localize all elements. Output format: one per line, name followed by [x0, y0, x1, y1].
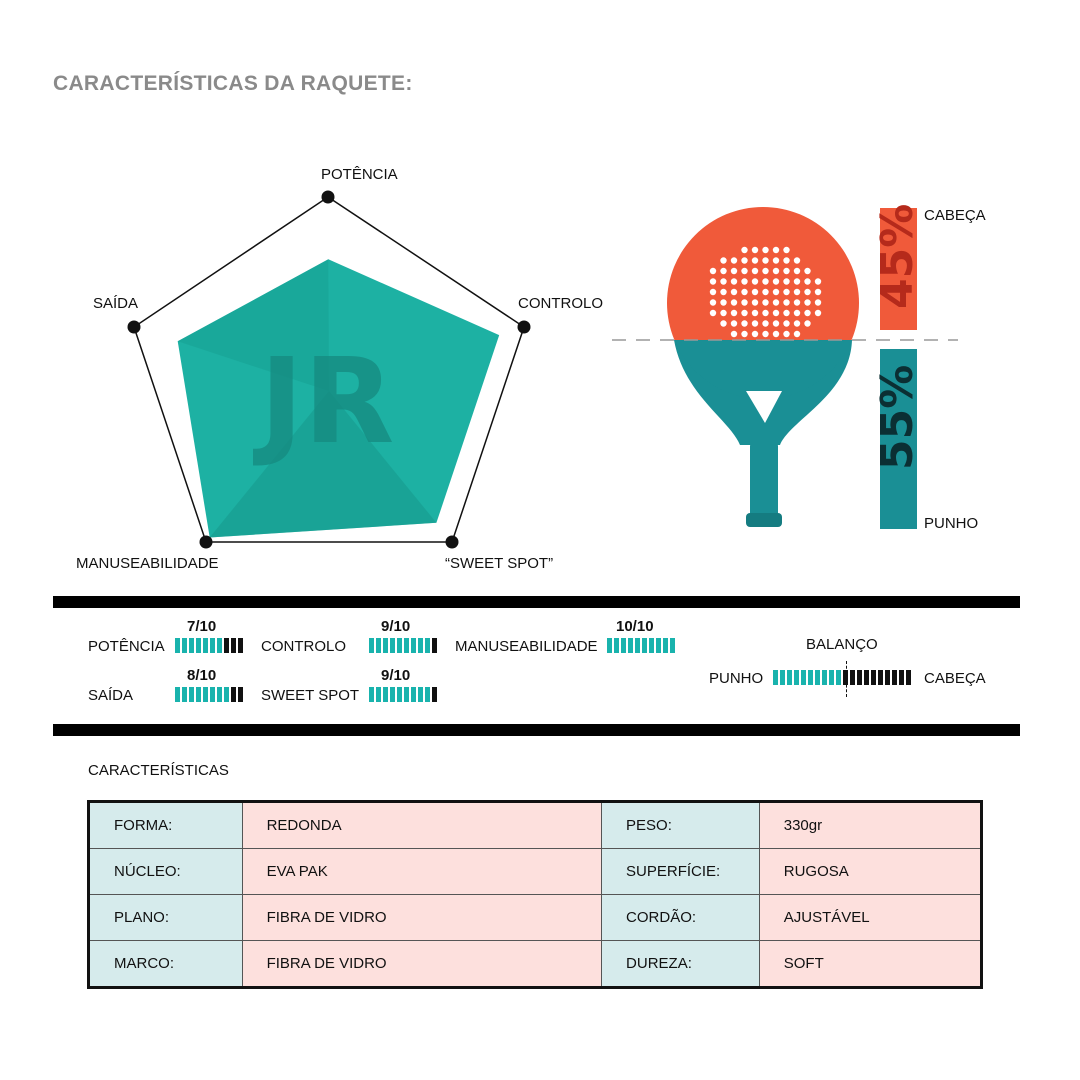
rating-segment-filled: [836, 670, 841, 685]
spec-key: NÚCLEO:: [89, 849, 243, 895]
spec-key: SUPERFÍCIE:: [602, 849, 760, 895]
balance-marker: [846, 661, 847, 697]
racket-hole: [783, 278, 789, 284]
racket-hole: [762, 247, 768, 253]
table-row: [89, 941, 982, 988]
rating-segment-filled: [404, 687, 409, 702]
divider-bottom: [53, 724, 1020, 736]
rating-segment-filled: [607, 638, 612, 653]
rating-segment-empty: [885, 670, 890, 685]
racket-hole: [752, 257, 758, 263]
spec-key: DUREZA:: [602, 941, 760, 988]
rating-segment-filled: [369, 687, 374, 702]
racket-hole: [773, 257, 779, 263]
table-row: [89, 849, 982, 895]
rating-segment-filled: [425, 638, 430, 653]
racket-hole: [731, 278, 737, 284]
spec-value: EVA PAK: [242, 849, 601, 895]
racket-hole: [752, 310, 758, 316]
spec-key: MARCO:: [89, 941, 243, 988]
rating-segment-empty: [224, 638, 229, 653]
balance-right-label: CABEÇA: [924, 670, 986, 687]
rating-segment-empty: [432, 687, 437, 702]
radar-vertex-saida: [128, 321, 141, 334]
racket-hole: [731, 289, 737, 295]
racket-hole: [783, 268, 789, 274]
racket-hole: [752, 289, 758, 295]
rating-segment-filled: [794, 670, 799, 685]
racket-hole: [773, 247, 779, 253]
racket-hole: [762, 331, 768, 337]
rating-bar-manuseabilidade: [607, 638, 675, 653]
rating-segment-empty: [892, 670, 897, 685]
racket-hole: [752, 299, 758, 305]
rating-segment-empty: [238, 638, 243, 653]
rating-segment-filled: [196, 687, 201, 702]
racket-hole: [752, 278, 758, 284]
racket-hole: [783, 247, 789, 253]
racket-hole: [783, 299, 789, 305]
racket-hole: [741, 320, 747, 326]
racket-hole: [720, 320, 726, 326]
rating-segment-filled: [376, 638, 381, 653]
racket-hole: [794, 289, 800, 295]
racket-hole: [783, 310, 789, 316]
racket-hole: [741, 299, 747, 305]
balance-left-label: PUNHO: [709, 670, 764, 687]
rating-segment-filled: [397, 687, 402, 702]
racket-hole: [741, 278, 747, 284]
racket-hole: [794, 257, 800, 263]
racket-hole: [731, 268, 737, 274]
racket-hole: [710, 299, 716, 305]
racket-hole: [762, 289, 768, 295]
head-label: CABEÇA: [924, 207, 986, 224]
balance-title: BALANÇO: [806, 636, 878, 653]
rating-segment-filled: [376, 687, 381, 702]
racket-hole: [720, 289, 726, 295]
spec-value: RUGOSA: [759, 849, 981, 895]
grip-percent-text: 55%: [872, 364, 923, 470]
rating-segment-filled: [383, 687, 388, 702]
balance-bar: [773, 670, 911, 685]
radar-axis-potencia: POTÊNCIA: [321, 166, 398, 183]
rating-label-potencia: POTÊNCIA: [88, 638, 165, 655]
racket-hole: [741, 247, 747, 253]
racket-hole: [773, 278, 779, 284]
page-title: CARACTERÍSTICAS DA RAQUETE:: [53, 72, 413, 95]
radar-vertex-sweet-spot: [446, 536, 459, 549]
rating-segment-filled: [182, 687, 187, 702]
racket-hole: [752, 331, 758, 337]
racket-hole: [773, 299, 779, 305]
rating-segment-filled: [670, 638, 675, 653]
rating-segment-filled: [203, 638, 208, 653]
racket-hole: [815, 299, 821, 305]
racket-hole: [762, 299, 768, 305]
racket-hole: [710, 289, 716, 295]
rating-segment-filled: [369, 638, 374, 653]
rating-segment-filled: [656, 638, 661, 653]
racket-hole: [762, 257, 768, 263]
rating-value-controlo: 9/10: [381, 618, 411, 635]
rating-segment-filled: [663, 638, 668, 653]
racket-hole: [773, 331, 779, 337]
racket-hole: [804, 320, 810, 326]
rating-segment-filled: [621, 638, 626, 653]
rating-segment-filled: [404, 638, 409, 653]
rating-segment-empty: [899, 670, 904, 685]
racket-hole: [794, 299, 800, 305]
racket-hole: [731, 257, 737, 263]
grip-label: PUNHO: [924, 515, 979, 532]
racket-hole: [773, 289, 779, 295]
rating-segment-empty: [871, 670, 876, 685]
racket-hole: [731, 331, 737, 337]
rating-segment-empty: [864, 670, 869, 685]
rating-segment-empty: [857, 670, 862, 685]
rating-label-manuseabilidade: MANUSEABILIDADE: [455, 638, 598, 655]
rating-segment-filled: [815, 670, 820, 685]
rating-segment-filled: [642, 638, 647, 653]
racket-hole: [794, 331, 800, 337]
spec-key: CORDÃO:: [602, 895, 760, 941]
racket-hole: [720, 299, 726, 305]
spec-key: PESO:: [602, 802, 760, 849]
racket-hole: [762, 268, 768, 274]
racket-hole: [720, 310, 726, 316]
rating-segment-filled: [822, 670, 827, 685]
rating-value-manuseabilidade: 10/10: [616, 618, 654, 635]
rating-segment-filled: [217, 687, 222, 702]
racket-hole: [741, 310, 747, 316]
spec-value: AJUSTÁVEL: [759, 895, 981, 941]
table-row: [89, 895, 982, 941]
racket-hole: [815, 310, 821, 316]
racket-hole: [762, 310, 768, 316]
rating-label-sweet-spot: SWEET SPOT: [261, 687, 360, 704]
radar-axis-controlo: CONTROLO: [518, 295, 604, 312]
rating-segment-filled: [175, 687, 180, 702]
racket-hole: [794, 268, 800, 274]
rating-segment-empty: [906, 670, 911, 685]
racket-hole: [794, 278, 800, 284]
racket-hole: [794, 310, 800, 316]
spec-key: FORMA:: [89, 802, 243, 849]
rating-segment-empty: [231, 687, 236, 702]
rating-bar-potencia: [175, 638, 243, 653]
rating-bar-sweet-spot: [369, 687, 437, 702]
racket-hole: [783, 320, 789, 326]
rating-value-potencia: 7/10: [187, 618, 217, 635]
rating-segment-filled: [780, 670, 785, 685]
racket-hole: [752, 320, 758, 326]
rating-segment-filled: [189, 638, 194, 653]
racket-hole: [783, 257, 789, 263]
rating-segment-filled: [224, 687, 229, 702]
rating-bar-controlo: [369, 638, 437, 653]
racket-hole: [741, 289, 747, 295]
racket-hole: [794, 320, 800, 326]
racket-hole: [804, 310, 810, 316]
racket-hole: [752, 268, 758, 274]
racket-hole: [804, 289, 810, 295]
racket-hole: [815, 278, 821, 284]
rating-segment-filled: [787, 670, 792, 685]
racket-hole: [710, 268, 716, 274]
spec-key: PLANO:: [89, 895, 243, 941]
rating-segment-filled: [210, 687, 215, 702]
rating-segment-empty: [878, 670, 883, 685]
radar-watermark: JR: [259, 332, 395, 470]
rating-segment-filled: [418, 687, 423, 702]
rating-segment-filled: [189, 687, 194, 702]
spec-value: FIBRA DE VIDRO: [242, 895, 601, 941]
racket-hole: [741, 331, 747, 337]
rating-segment-filled: [383, 638, 388, 653]
racket-hole: [741, 268, 747, 274]
racket-hole: [773, 310, 779, 316]
rating-value-saida: 8/10: [187, 667, 217, 684]
racket-hole: [804, 268, 810, 274]
specs-table: [87, 800, 983, 989]
racket-hole: [783, 289, 789, 295]
rating-segment-empty: [238, 687, 243, 702]
radar-vertex-manuseabilidade: [200, 536, 213, 549]
spec-value: FIBRA DE VIDRO: [242, 941, 601, 988]
racket-hole: [720, 278, 726, 284]
rating-label-saida: SAÍDA: [88, 687, 134, 704]
rating-segment-filled: [217, 638, 222, 653]
racket-hole: [804, 278, 810, 284]
rating-segment-empty: [432, 638, 437, 653]
radar-vertex-potencia: [322, 191, 335, 204]
radar-axis-saida: SAÍDA: [93, 295, 139, 312]
racket-hole: [731, 310, 737, 316]
rating-segment-filled: [210, 638, 215, 653]
racket-hole: [720, 257, 726, 263]
rating-segment-filled: [196, 638, 201, 653]
racket-hole: [710, 278, 716, 284]
rating-segment-filled: [829, 670, 834, 685]
table-row: [89, 802, 982, 849]
rating-segment-filled: [808, 670, 813, 685]
rating-segment-filled: [635, 638, 640, 653]
rating-segment-filled: [425, 687, 430, 702]
rating-segment-empty: [231, 638, 236, 653]
rating-segment-filled: [390, 638, 395, 653]
racket-hole: [773, 320, 779, 326]
rating-segment-filled: [203, 687, 208, 702]
head-percent-text: 45%: [872, 203, 923, 309]
rating-segment-filled: [773, 670, 778, 685]
rating-segment-filled: [390, 687, 395, 702]
racket-hole: [804, 299, 810, 305]
racket-hole: [762, 278, 768, 284]
rating-segment-filled: [397, 638, 402, 653]
divider-top: [53, 596, 1020, 608]
radar-axis-sweet-spot: “SWEET SPOT”: [445, 555, 554, 572]
rating-segment-filled: [649, 638, 654, 653]
racket-hole: [752, 247, 758, 253]
specs-title: CARACTERÍSTICAS: [88, 762, 229, 779]
rating-segment-filled: [614, 638, 619, 653]
rating-segment-filled: [411, 638, 416, 653]
spec-value: SOFT: [759, 941, 981, 988]
rating-segment-filled: [182, 638, 187, 653]
rating-segment-filled: [411, 687, 416, 702]
rating-segment-filled: [628, 638, 633, 653]
racket-illustration: [600, 195, 980, 540]
racket-hole: [720, 268, 726, 274]
radar-axis-manuseabilidade: MANUSEABILIDADE: [76, 555, 219, 572]
rating-label-controlo: CONTROLO: [261, 638, 347, 655]
racket-hole: [815, 289, 821, 295]
racket-hole: [731, 299, 737, 305]
rating-segment-empty: [850, 670, 855, 685]
racket-hole: [741, 257, 747, 263]
spec-value: 330gr: [759, 802, 981, 849]
racket-hole: [783, 331, 789, 337]
rating-value-sweet-spot: 9/10: [381, 667, 411, 684]
radar-vertex-controlo: [518, 321, 531, 334]
spec-value: REDONDA: [242, 802, 601, 849]
rating-segment-filled: [801, 670, 806, 685]
racket-hole: [731, 320, 737, 326]
racket-hole: [762, 320, 768, 326]
rating-segment-filled: [418, 638, 423, 653]
rating-bar-saida: [175, 687, 243, 702]
racket-hole: [773, 268, 779, 274]
racket-hole: [710, 310, 716, 316]
rating-segment-filled: [175, 638, 180, 653]
